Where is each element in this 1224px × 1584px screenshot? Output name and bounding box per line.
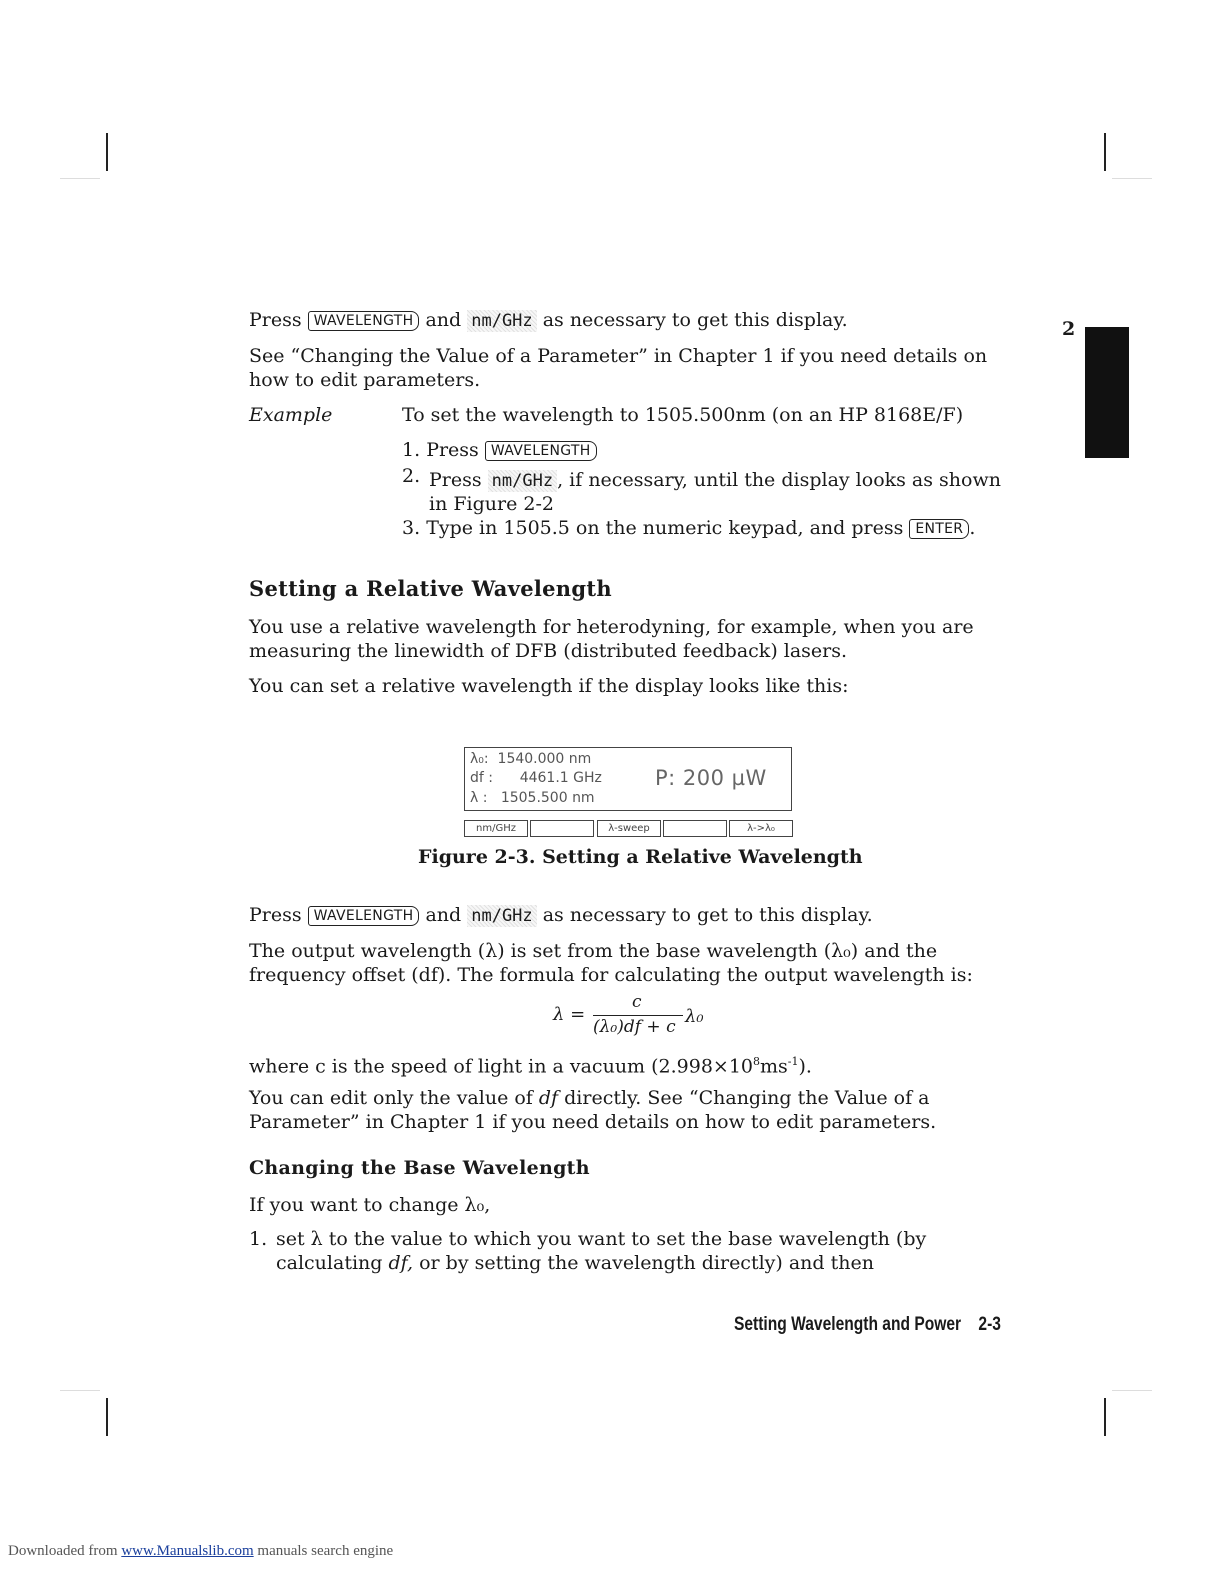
formula-lhs: λ = — [553, 1004, 586, 1025]
heading-relative-wavelength: Setting a Relative Wavelength — [249, 576, 612, 601]
crop-mark — [60, 178, 100, 179]
chapter-tab-number: 2 — [1062, 318, 1076, 340]
wavelength-key[interactable]: WAVELENGTH — [308, 906, 420, 926]
formula-numerator: c — [632, 992, 642, 1012]
heading-base-wavelength: Changing the Base Wavelength — [249, 1157, 590, 1179]
display-line-wavelength: λ : 1505.500 nm — [470, 790, 595, 806]
instrument-display — [464, 747, 792, 811]
base-intro: If you want to change λ₀, — [249, 1194, 491, 1216]
example-step-3: 3. Type in 1505.5 on the numeric keypad, and press ENTER . — [402, 517, 976, 539]
download-notice: Downloaded from www.Manualslib.com manuals search engine — [8, 1543, 394, 1559]
crop-mark — [1104, 133, 1106, 171]
after-figure-press-line: Press WAVELENGTH and nm/GHz as necessary to get to this display. — [249, 904, 873, 926]
example-label: Example — [249, 404, 333, 426]
crop-mark — [1112, 178, 1152, 179]
formula-denominator: (λ₀)df + c — [593, 1017, 676, 1037]
display-softkey-lambda-to-base[interactable]: λ->λ₀ — [729, 820, 793, 837]
wavelength-key[interactable]: WAVELENGTH — [308, 311, 420, 331]
intro-press-line: Press WAVELENGTH and nm/GHz as necessary to get this display. — [249, 309, 848, 331]
example-text: To set the wavelength to 1505.500nm (on an HP 8168E/F) — [402, 404, 964, 426]
output-para-line1: The output wavelength (λ) is set from the base wavelength (λ₀) and the — [249, 940, 938, 962]
speed-of-light-line: where c is the speed of light in a vacuum $(2.998\times 10^8ms^{-1})$. — [249, 1055, 812, 1078]
crop-mark — [60, 1390, 100, 1391]
wavelength-key[interactable]: WAVELENGTH — [485, 441, 597, 461]
display-softkey-nm-ghz[interactable]: nm/GHz — [464, 820, 528, 837]
example-step-1: 1. Press WAVELENGTH — [402, 438, 597, 462]
example-step-2: Press nm/GHz , if necessary, until the display looks as shown — [429, 469, 1001, 491]
relative-para1-line2: measuring the linewidth of DFB (distributed feedback) lasers. — [249, 640, 848, 662]
base-step-1-line2: calculating df, or by setting the wavelength directly) and then — [276, 1252, 874, 1274]
nm-ghz-softkey[interactable]: nm/GHz — [488, 470, 557, 492]
crop-mark — [1112, 1390, 1152, 1391]
see-para-line1: See “Changing the Value of a Parameter” in Chapter 1 if you need details on — [249, 345, 988, 367]
display-line-frequency-offset: df : 4461.1 GHz — [470, 770, 602, 786]
formula-factor: λ₀ — [685, 1006, 704, 1027]
figure-caption: Figure 2-3. Setting a Relative Wavelength — [418, 846, 863, 868]
edit-para-line2: Parameter” in Chapter 1 if you need details on how to edit parameters. — [249, 1111, 937, 1133]
output-para-line2: frequency offset (df). The formula for calculating the output wavelength is: — [249, 964, 973, 986]
crop-mark — [1104, 1398, 1106, 1436]
example-step-2-num: 2. — [402, 465, 421, 487]
nm-ghz-softkey[interactable]: nm/GHz — [467, 905, 536, 927]
enter-key[interactable]: ENTER — [909, 519, 969, 539]
footer-section-title: Setting Wavelength and Power 2-3 — [734, 1314, 1001, 1335]
base-step-1-line1: set λ to the value to which you want to set the base wavelength (by — [276, 1228, 927, 1250]
display-power: P: 200 µW — [655, 766, 767, 790]
page-number: 2-3 — [978, 1314, 1001, 1335]
chapter-thumb-tab — [1085, 327, 1129, 458]
crop-mark — [106, 1398, 108, 1436]
formula-fraction-bar — [593, 1015, 683, 1016]
display-softkey-blank[interactable] — [530, 820, 594, 837]
example-step-2-line2: in Figure 2-2 — [429, 493, 554, 515]
nm-ghz-softkey[interactable]: nm/GHz — [467, 310, 536, 332]
base-step-1-num: 1. — [249, 1228, 268, 1250]
edit-para-line1: You can edit only the value of df directly. See “Changing the Value of a — [249, 1087, 930, 1109]
see-para-line2: how to edit parameters. — [249, 369, 481, 391]
relative-para1-line1: You use a relative wavelength for heterodyning, for example, when you are — [249, 616, 974, 638]
crop-mark — [106, 133, 108, 171]
display-softkey-lambda-sweep[interactable]: λ-sweep — [597, 820, 661, 837]
relative-para2: You can set a relative wavelength if the display looks like this: — [249, 675, 849, 697]
display-softkey-blank[interactable] — [663, 820, 727, 837]
manualslib-link[interactable]: www.Manualslib.com — [121, 1543, 254, 1559]
display-line-base-wavelength: λ₀: 1540.000 nm — [470, 751, 592, 767]
